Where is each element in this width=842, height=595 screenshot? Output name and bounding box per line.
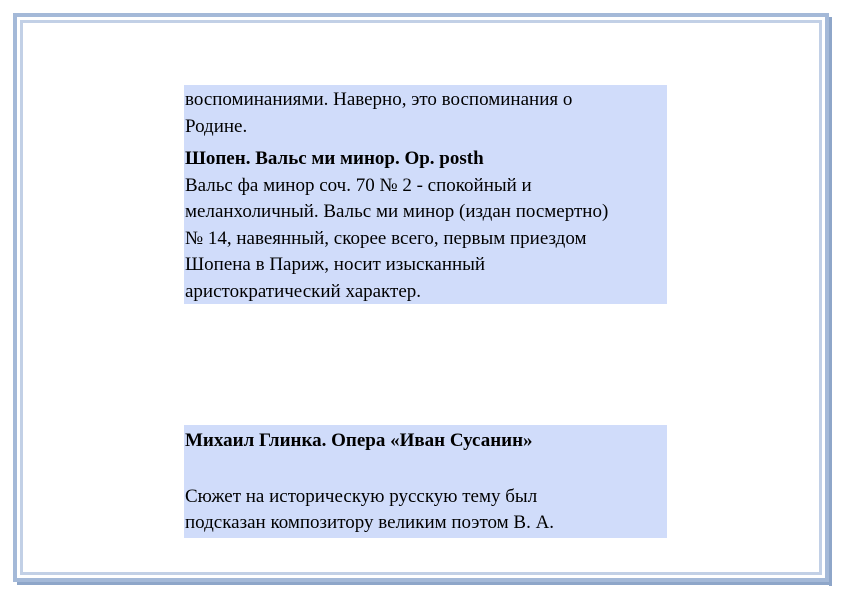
text-line: воспоминаниями. Наверно, это воспоминания о [185, 89, 573, 110]
text-line: меланхоличный. Вальс ми минор (издан посмертно) [185, 201, 609, 222]
text-line: Родине. [185, 115, 248, 137]
chopin-text-block [184, 85, 667, 304]
text-line: Сюжет на историческую русскую тему был [185, 485, 538, 507]
chopin-heading: Шопен. Вальс ми минор. Op. posth [185, 148, 484, 169]
text-line: Вальс фа минор соч. 70 № 2 - спокойный и [185, 174, 532, 196]
frame-shadow-bottom [17, 582, 832, 585]
frame-shadow-right [829, 17, 832, 586]
text-line: аристократический характер. [185, 280, 422, 302]
text-line: Шопена в Париж, носит изысканный [185, 254, 486, 275]
text-line: № 14, навеянный, скорее всего, первым приездом [185, 227, 587, 249]
glinka-text-block [184, 425, 667, 538]
glinka-heading: Михаил Глинка. Опера «Иван Сусанин» [185, 430, 533, 451]
text-line: подсказан композитору великим поэтом В. А. [185, 512, 555, 533]
